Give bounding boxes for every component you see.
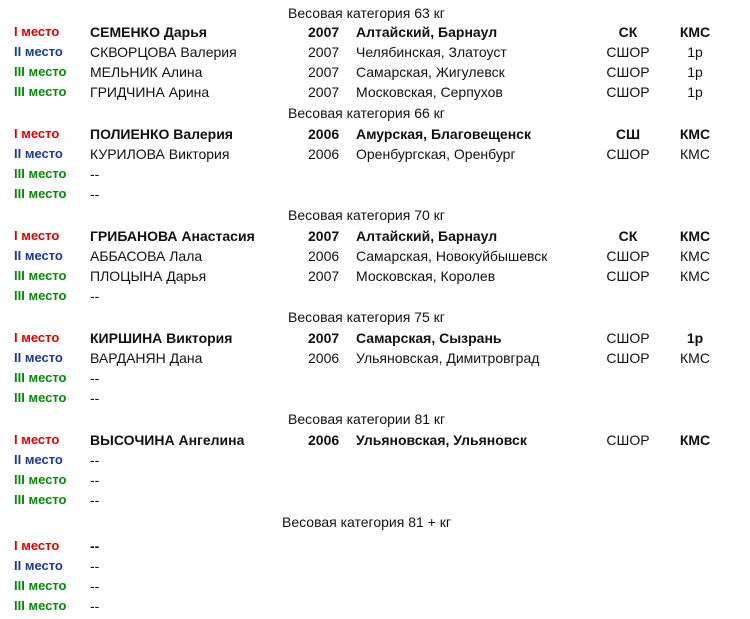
table-row xyxy=(0,184,750,204)
club: СШОР xyxy=(606,248,650,264)
sport-rank: КМС xyxy=(680,268,710,284)
category-title: Весовая категория 66 кг xyxy=(288,105,445,121)
place-label: II место xyxy=(14,146,63,161)
category-title: Весовая категория 63 кг xyxy=(288,5,445,21)
place-label: III место xyxy=(14,288,67,303)
table-row xyxy=(0,328,750,348)
place-label: II место xyxy=(14,44,63,59)
athlete-name: ГРИБАНОВА Анастасия xyxy=(90,228,255,244)
club: СК xyxy=(618,228,638,244)
place-label: III место xyxy=(14,492,67,507)
birth-year: 2006 xyxy=(308,146,340,162)
table-row xyxy=(0,556,750,576)
region: Московская, Королев xyxy=(356,268,496,284)
birth-year: 2006 xyxy=(308,126,340,142)
region: Оренбургская, Оренбург xyxy=(356,146,516,162)
athlete-name: -- xyxy=(90,166,100,182)
table-row xyxy=(0,536,750,556)
table-row xyxy=(0,266,750,286)
region: Самарская, Новокуйбышевск xyxy=(356,248,548,264)
sport-rank: 1р xyxy=(687,44,703,60)
table-row xyxy=(0,576,750,596)
club: СШОР xyxy=(606,432,650,448)
table-row xyxy=(0,470,750,490)
birth-year: 2007 xyxy=(308,44,340,60)
birth-year: 2007 xyxy=(308,24,340,40)
birth-year: 2007 xyxy=(308,330,340,346)
sport-rank: 1р xyxy=(687,84,703,100)
table-row xyxy=(0,144,750,164)
table-row xyxy=(0,164,750,184)
place-label: I место xyxy=(14,538,60,553)
place-label: I место xyxy=(14,432,60,447)
sport-rank: 1р xyxy=(686,330,704,346)
sport-rank: КМС xyxy=(680,248,710,264)
athlete-name: -- xyxy=(90,578,100,594)
athlete-name: -- xyxy=(90,186,100,202)
place-label: II место xyxy=(14,248,63,263)
table-row xyxy=(0,596,750,616)
table-row xyxy=(0,82,750,102)
club: СШОР xyxy=(606,350,650,366)
athlete-name: -- xyxy=(90,452,100,468)
athlete-name: МЕЛЬНИК Алина xyxy=(90,64,203,80)
birth-year: 2007 xyxy=(308,84,340,100)
place-label: III место xyxy=(14,186,67,201)
place-label: III место xyxy=(14,472,67,487)
athlete-name: -- xyxy=(90,598,100,614)
region: Алтайский, Барнаул xyxy=(356,24,498,40)
club: СШ xyxy=(615,126,641,142)
region: Московская, Серпухов xyxy=(356,84,503,100)
table-row xyxy=(0,226,750,246)
athlete-name: АББАСОВА Лала xyxy=(90,248,203,264)
region: Ульяновская, Димитровград xyxy=(356,350,540,366)
athlete-name: СЕМЕНКО Дарья xyxy=(90,24,207,40)
athlete-name: ВЫСОЧИНА Ангелина xyxy=(90,432,245,448)
birth-year: 2006 xyxy=(308,248,340,264)
region: Амурская, Благовещенск xyxy=(356,126,531,142)
place-label: III место xyxy=(14,370,67,385)
table-row xyxy=(0,490,750,510)
table-row xyxy=(0,348,750,368)
place-label: II место xyxy=(14,452,63,467)
athlete-name: -- xyxy=(90,288,100,304)
place-label: I место xyxy=(14,228,60,243)
category-title: Весовая категория 75 кг xyxy=(288,309,445,325)
sport-rank: КМС xyxy=(679,432,711,448)
place-label: I место xyxy=(14,24,60,39)
sport-rank: КМС xyxy=(679,126,711,142)
table-row xyxy=(0,62,750,82)
club: СШОР xyxy=(606,268,650,284)
table-row xyxy=(0,450,750,470)
place-label: III место xyxy=(14,578,67,593)
region: Челябинская, Златоуст xyxy=(356,44,507,60)
category-title: Весовая категория 81 + кг xyxy=(282,514,451,530)
region: Алтайский, Барнаул xyxy=(356,228,498,244)
birth-year: 2006 xyxy=(308,432,340,448)
birth-year: 2006 xyxy=(308,350,340,366)
club: СК xyxy=(618,24,638,40)
club: СШОР xyxy=(606,84,650,100)
athlete-name: ПОЛИЕНКО Валерия xyxy=(90,126,233,142)
place-label: I место xyxy=(14,330,60,345)
table-row xyxy=(0,22,750,42)
place-label: III место xyxy=(14,268,67,283)
place-label: III место xyxy=(14,84,67,99)
category-title: Весовая категория 70 кг xyxy=(288,207,445,223)
birth-year: 2007 xyxy=(308,64,340,80)
table-row xyxy=(0,368,750,388)
athlete-name: СКВОРЦОВА Валерия xyxy=(90,44,237,60)
athlete-name: ВАРДАНЯН Дана xyxy=(90,350,203,366)
athlete-name: -- xyxy=(90,390,100,406)
table-row xyxy=(0,124,750,144)
sport-rank: КМС xyxy=(680,350,710,366)
place-label: II место xyxy=(14,558,63,573)
table-row xyxy=(0,388,750,408)
sport-rank: КМС xyxy=(679,24,711,40)
sport-rank: 1р xyxy=(687,64,703,80)
place-label: III место xyxy=(14,598,67,613)
club: СШОР xyxy=(606,64,650,80)
table-row xyxy=(0,246,750,266)
birth-year: 2007 xyxy=(308,228,340,244)
club: СШОР xyxy=(606,44,650,60)
athlete-name: ГРИДЧИНА Арина xyxy=(90,84,210,100)
place-label: III место xyxy=(14,166,67,181)
athlete-name: КИРШИНА Виктория xyxy=(90,330,233,346)
athlete-name: -- xyxy=(90,538,100,554)
club: СШОР xyxy=(606,330,650,346)
category-title: Весовая категории 81 кг xyxy=(288,411,446,427)
athlete-name: -- xyxy=(90,492,100,508)
place-label: I место xyxy=(14,126,60,141)
athlete-name: -- xyxy=(90,370,100,386)
region: Ульяновская, Ульяновск xyxy=(356,432,527,448)
region: Самарская, Сызрань xyxy=(356,330,502,346)
athlete-name: КУРИЛОВА Виктория xyxy=(90,146,230,162)
athlete-name: -- xyxy=(90,558,100,574)
athlete-name: -- xyxy=(90,472,100,488)
table-row xyxy=(0,430,750,450)
place-label: II место xyxy=(14,350,63,365)
birth-year: 2007 xyxy=(308,268,340,284)
club: СШОР xyxy=(606,146,650,162)
place-label: III место xyxy=(14,390,67,405)
sport-rank: КМС xyxy=(679,228,711,244)
table-row xyxy=(0,286,750,306)
place-label: III место xyxy=(14,64,67,79)
table-row xyxy=(0,42,750,62)
sport-rank: КМС xyxy=(680,146,710,162)
region: Самарская, Жигулевск xyxy=(356,64,505,80)
athlete-name: ПЛОЦЫНА Дарья xyxy=(90,268,207,284)
